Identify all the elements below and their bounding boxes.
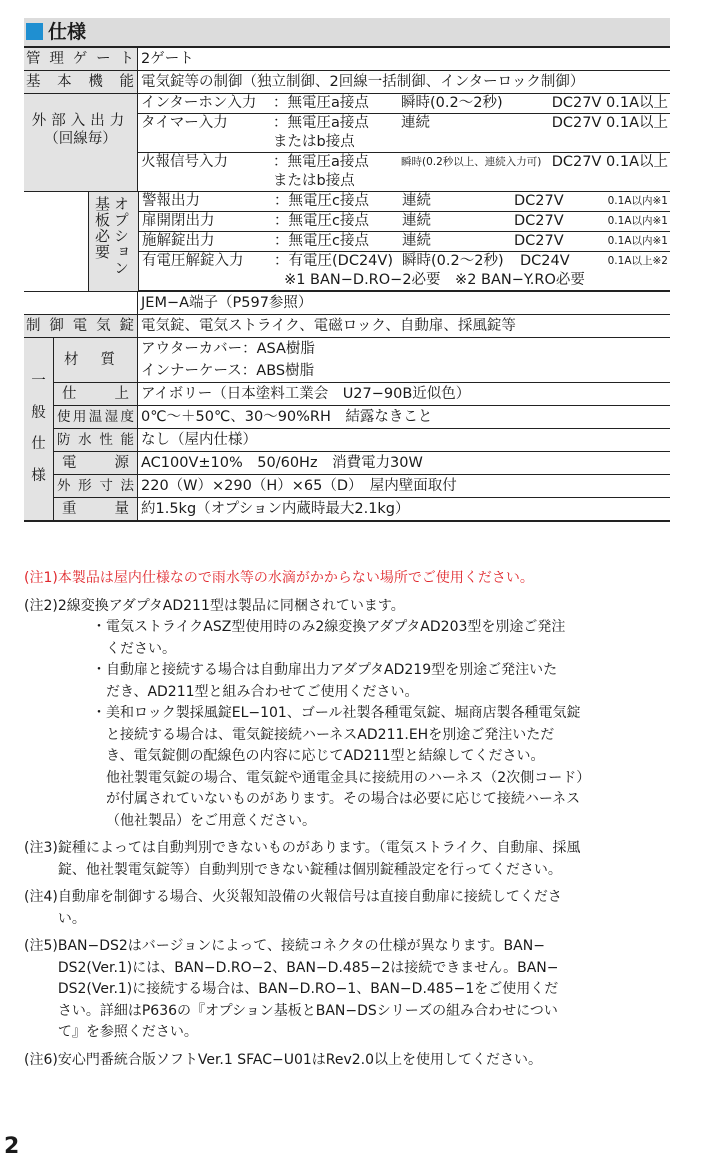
io-label — [24, 94, 138, 191]
io-name: 火報信号入力 — [141, 154, 228, 170]
value-kanri: 2ゲート — [141, 51, 194, 67]
gen-value-size: 220（W）×290（H）×65（D） 屋内壁面取付 — [141, 478, 457, 494]
label-kanri: 管理ゲート — [24, 48, 138, 70]
note-text — [58, 887, 684, 930]
gen-row-size — [54, 475, 670, 498]
gen-label-env: 使用温湿度 — [54, 406, 138, 428]
note-text: （他社製品）をご用意ください。 — [106, 812, 316, 829]
gen-label-water: 防水性能 — [54, 429, 138, 451]
gen-value-power: AC100V±10% 50/60Hz 消費電力30W — [141, 455, 423, 471]
note-5 — [24, 936, 684, 1044]
opt-mode: 連続 — [402, 213, 431, 229]
note-text: が付属されていないものがあります。その場合は必要に応じて接続ハーネス — [106, 791, 581, 807]
opt-rating: DC27V — [514, 233, 564, 249]
bullet-dot: ・ — [92, 662, 106, 678]
row-seigyo — [24, 315, 670, 338]
io-type: またはb接点 — [273, 134, 355, 150]
gen-label-weight: 重量 — [54, 498, 138, 520]
opt-note-row — [139, 271, 670, 291]
opt-row — [139, 252, 670, 271]
note-text: 安心門番統合版ソフトVer.1 SFAC−U01はRev2.0以上を使用してください。 — [57, 1051, 543, 1068]
note-line: い。 — [57, 910, 86, 927]
gen-label-material-text: 材質 — [64, 351, 137, 368]
gen-value-material — [138, 338, 670, 382]
io-type: またはb接点 — [273, 173, 355, 189]
io-body — [138, 94, 670, 191]
general-label — [24, 338, 54, 520]
note-2-bullet — [24, 617, 684, 660]
note-number: (注5) — [24, 938, 58, 954]
note-line: 錠、他社製電気錠等）自動判別できない錠種は個別錠種設定を行ってください。 — [57, 861, 562, 878]
general-label-char: 仕 — [31, 436, 46, 453]
opt-name: 施解錠出力 — [142, 233, 215, 249]
note-text: ください。 — [106, 640, 176, 657]
note-text: 電気ストライクASZ型使用時のみ2線変換アダプタAD203型を別途ご発注 — [106, 619, 566, 635]
label-seigyo: 制御電気錠 — [24, 315, 138, 337]
io-rating: DC27V 0.1A以上 — [551, 115, 668, 131]
notes-section — [24, 568, 684, 1077]
io-row — [138, 153, 670, 172]
io-row — [138, 133, 670, 153]
note-line: 自動扉を制御する場合、火災報知設備の火報信号は直接自動扉に接続してくださ — [57, 889, 562, 905]
opt-note: ※1 BAN−D.RO−2必要 ※2 BAN−Y.RO必要 — [284, 272, 585, 288]
option-group — [24, 192, 670, 292]
note-text — [58, 936, 684, 1044]
option-label — [89, 192, 139, 291]
opt-mode: 連続 — [402, 193, 431, 209]
label-jem-empty — [24, 292, 138, 314]
note-2-bullet — [24, 660, 684, 703]
io-type: ：無電圧a接点 — [273, 95, 369, 111]
bullet-dot: ・ — [92, 619, 106, 635]
opt-row — [139, 232, 670, 252]
section-title: 仕様 — [48, 21, 87, 43]
section-header — [24, 18, 670, 48]
gen-row-power — [54, 452, 670, 475]
option-spacer — [24, 192, 89, 291]
gen-row-water — [54, 429, 670, 452]
opt-rating: DC27V — [514, 213, 564, 229]
opt-type: ：有電圧(DC24V) — [274, 253, 393, 269]
io-row — [138, 94, 670, 114]
io-group — [24, 94, 670, 192]
value-seigyo: 電気錠、電気ストライク、電磁ロック、自動扉、採風錠等 — [141, 318, 516, 334]
opt-row — [139, 192, 670, 212]
general-group — [24, 338, 670, 522]
opt-type: ：無電圧c接点 — [274, 193, 369, 209]
value-jem: JEM−A端子（P597参照） — [141, 295, 313, 311]
blue-square-icon — [26, 23, 43, 40]
io-type: ：無電圧a接点 — [273, 115, 369, 131]
general-body — [54, 338, 670, 520]
label-kihon: 基本機能 — [24, 71, 138, 93]
io-name: インターホン入力 — [141, 95, 257, 111]
gen-label-finish: 仕上 — [54, 383, 138, 405]
gen-material-inner: インナーケース：ABS樹脂 — [141, 363, 315, 379]
note-text: 美和ロック製採風錠EL−101、ゴール社製各種電気錠、堀商店製各種電気錠 — [106, 705, 581, 721]
note-number: (注4) — [24, 889, 58, 905]
note-line: て』を参照ください。 — [57, 1024, 198, 1040]
opt-current: 0.1A以内※1 — [607, 195, 668, 207]
opt-current: 0.1A以内※1 — [607, 215, 668, 227]
io-rating: DC27V 0.1A以上 — [551, 154, 668, 170]
io-mode: 瞬時(0.2秒以上、連続入力可) — [401, 156, 542, 168]
note-text: と接続する場合は、電気錠接続ハーネスAD211.EHを別途ご発注いただ — [106, 726, 555, 743]
general-label-char: 様 — [31, 467, 46, 484]
gen-value-weight: 約1.5kg（オプション内蔵時最大2.1kg） — [141, 501, 410, 517]
option-label-kiban: 基板必要 — [93, 196, 111, 260]
gen-label-material — [54, 338, 138, 382]
gen-value-finish: アイボリー（日本塗料工業会 U27−90B近似色） — [141, 386, 471, 402]
note-2-bullet — [24, 703, 684, 832]
gen-label-size: 外形寸法 — [54, 475, 138, 497]
note-text: 本製品は屋内仕様なので雨水等の水滴がかからない場所でご使用ください。 — [57, 570, 534, 586]
opt-name: 警報出力 — [142, 193, 200, 209]
note-text — [58, 838, 684, 881]
note-line: BAN−DS2はバージョンによって、接続コネクタの仕様が異なります。BAN− — [57, 938, 545, 954]
gen-row-weight — [54, 498, 670, 520]
value-kihon: 電気錠等の制御（独立制御、2回線一括制御、インターロック制御） — [141, 74, 585, 90]
note-number: (注3) — [24, 840, 58, 856]
io-rating: DC27V 0.1A以上 — [551, 95, 668, 111]
opt-rating: DC27V — [514, 193, 564, 209]
opt-current: 0.1A以内※1 — [607, 235, 668, 247]
note-1 — [24, 568, 684, 590]
row-kanri — [24, 48, 670, 71]
note-text: 2線変換アダプタAD211型は製品に同梱されています。 — [57, 597, 405, 614]
option-body — [139, 192, 670, 291]
opt-name: 有電圧解錠入力 — [142, 253, 244, 269]
bullet-dot: ・ — [92, 705, 106, 721]
gen-row-finish — [54, 383, 670, 406]
note-text: 他社製電気錠の場合、電気錠や通電金具に接続用のハーネス（2次側コード） — [106, 769, 591, 786]
opt-mode: 連続 — [402, 233, 431, 249]
note-line: DS2(Ver.1)に接続する場合は、BAN−D.RO−1、BAN−D.485−1をご使用くだ — [57, 981, 559, 997]
row-jem — [24, 292, 670, 315]
general-label-char: 般 — [31, 404, 46, 421]
io-mode: 瞬時(0.2～2秒) — [401, 95, 503, 111]
io-row — [138, 172, 670, 191]
note-line: さい。詳細はP636の『オプション基板とBAN−DSシリーズの組み合わせについ — [57, 1002, 558, 1019]
note-number: (注6) — [24, 1051, 58, 1068]
io-mode: 連続 — [401, 115, 430, 131]
io-type: ：無電圧a接点 — [273, 154, 369, 170]
io-label-line1: 外部入出力 — [31, 113, 130, 129]
note-text: き、電気錠側の配線色の内容に応じてAD211型と結線してください。 — [106, 748, 545, 764]
note-3 — [24, 838, 684, 881]
page-number: 2 — [4, 1134, 20, 1159]
note-number: (注1) — [24, 570, 58, 586]
spec-table — [24, 48, 670, 522]
row-kihon — [24, 71, 670, 94]
io-row — [138, 114, 670, 133]
note-text: 自動扉と接続する場合は自動扉出力アダプタAD219型を別途ご発注いた — [106, 662, 558, 678]
gen-value-env: 0℃～＋50℃、30～90%RH 結露なきこと — [141, 409, 433, 425]
opt-mode: 瞬時(0.2～2秒) — [402, 253, 504, 269]
note-4 — [24, 887, 684, 930]
opt-type: ：無電圧c接点 — [274, 213, 369, 229]
note-2 — [24, 596, 684, 618]
io-name: タイマー入力 — [141, 115, 228, 131]
note-text: だき、AD211型と組み合わせてご使用ください。 — [106, 683, 419, 700]
note-number: (注2) — [24, 597, 58, 614]
opt-type: ：無電圧c接点 — [274, 233, 369, 249]
gen-value-water: なし（屋内仕様） — [141, 432, 257, 448]
gen-row-env — [54, 406, 670, 429]
opt-name: 扉開閉出力 — [142, 213, 215, 229]
io-label-line2: （回線毎） — [44, 131, 117, 147]
note-line: DS2(Ver.1)には、BAN−D.RO−2、BAN−D.485−2は接続できません。BAN− — [57, 959, 559, 976]
option-label-option: オプション — [112, 196, 130, 276]
note-6 — [24, 1050, 684, 1072]
opt-current: 0.1A以上※2 — [607, 255, 668, 267]
general-label-char: 一 — [31, 373, 46, 390]
note-line: 錠種によっては自動判別できないものがあります。（電気ストライク、自動扉、採風 — [57, 840, 581, 856]
gen-row-material — [54, 338, 670, 383]
opt-row — [139, 212, 670, 232]
opt-rating: DC24V — [520, 253, 570, 269]
gen-label-power: 電源 — [54, 452, 138, 474]
gen-material-outer: アウターカバー：ASA樹脂 — [141, 341, 315, 357]
